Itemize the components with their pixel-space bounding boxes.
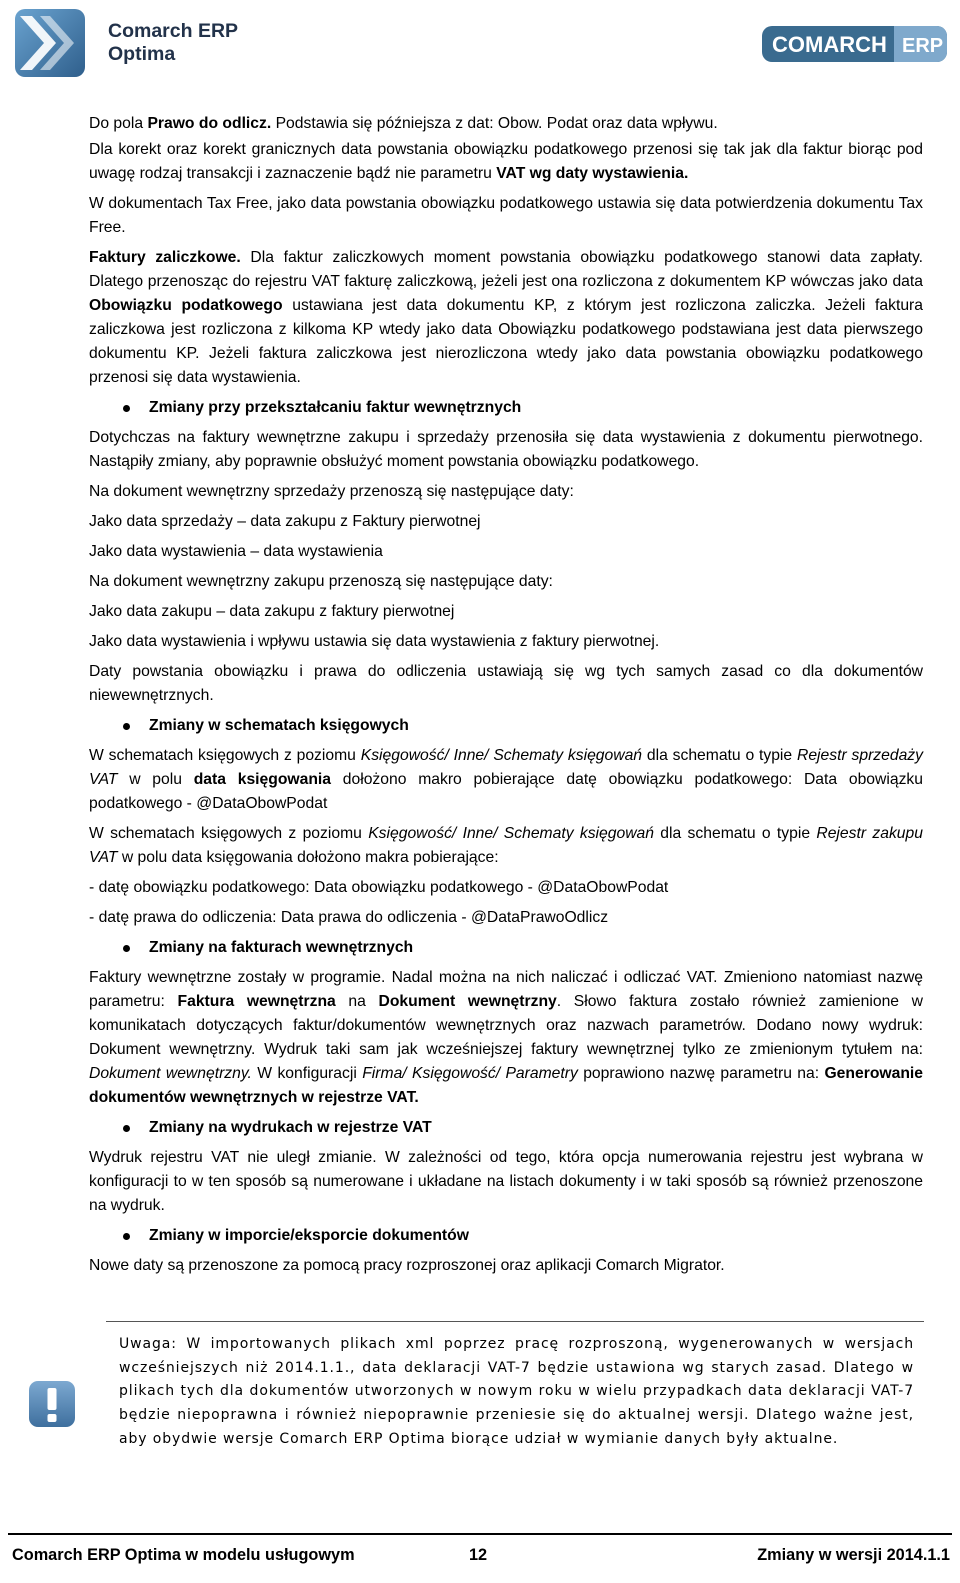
paragraph-data-sprzedazy: Jako data sprzedaży – data zakupu z Faktury pierwotnej [89, 513, 481, 530]
paragraph-schemat-zakupu: W schematach księgowych z poziomu Księgowość/ Inne/ Schematy księgowań dla schematu o typie Rejestr zakupu VAT w polu data księgowania dołożono makra pobierające: [89, 825, 923, 866]
bullet-icon [123, 945, 130, 952]
section-heading-faktury-wewnetrzne: Zmiany na fakturach wewnętrznych [89, 936, 923, 960]
paragraph-korekty: Dla korekt oraz korekt granicznych data powstania obowiązku podatkowego przenosi się tak jak dla faktur biorąc pod uwagę rodzaj transakcji i zaznaczenie bądź nie parametru VAT wg daty wystawienia. [89, 141, 923, 182]
paragraph-faktury-zaliczkowe: Faktury zaliczkowe. Dla faktur zaliczkowych moment powstania obowiązku podatkowego stanowi data zapłaty. Dlatego przenosząc do rejestru VAT fakturę zaliczkową, jeżeli jest ona rozliczona z dokumentem KP wówczas jako data Obowiązku podatkowego ustawiana jest data dokumentu KP, z którym jest rozliczona zaliczka. Jeżeli faktura zaliczkowa jest rozliczona z kilkoma KP wtedy jako data Obowiązku podatkowego podstawiana jest data pierwszego dokumentu KP. Jeżeli faktura zaliczkowa jest nierozliczona wtedy jako data powstania obowiązku podatkowego przenosi się data wystawienia. [89, 249, 923, 386]
paragraph-data-wystawienia-wplywu: Jako data wystawienia i wpływu ustawia się data wystawienia z faktury pierwotnej. [89, 633, 660, 650]
section-heading-schematy: Zmiany w schematach księgowych [89, 714, 923, 738]
brand-line-2: Optima [108, 43, 176, 65]
footer-title: Comarch ERP Optima w modelu usługowym [12, 1546, 355, 1564]
logo-right-tag: ERP [902, 35, 944, 57]
paragraph-tax-free: W dokumentach Tax Free, jako data powstania obowiązku podatkowego ustawia się data potwierdzenia dokumentu Tax Free. [89, 195, 923, 236]
comarch-optima-logo-icon [14, 8, 86, 78]
paragraph-dok-wewn-zakupu: Na dokument wewnętrzny zakupu przenoszą się następujące daty: [89, 573, 553, 590]
footer-divider [8, 1533, 952, 1535]
bullet-icon [123, 723, 130, 730]
paragraph-dotychczas: Dotychczas na faktury wewnętrzne zakupu i sprzedaży przenosiła się data wystawienia z dokumentu pierwotnego. Nastąpiły zmiany, aby poprawnie obsłużyć moment powstania obowiązku podatkowego. [89, 429, 923, 470]
section-heading-przeksztalcanie: Zmiany przy przekształcaniu faktur wewnętrznych [89, 396, 923, 420]
section-heading-wydruki: Zmiany na wydrukach w rejestrze VAT [89, 1116, 923, 1140]
logo-right-word: COMARCH [772, 32, 887, 57]
exclamation-icon [28, 1380, 76, 1428]
bullet-icon [123, 1125, 130, 1132]
comarch-erp-logo [762, 24, 947, 64]
paragraph-data-zakupu: Jako data zakupu – data zakupu z faktury pierwotnej [89, 603, 455, 620]
paragraph-wydruk-rejestru: Wydruk rejestru VAT nie uległ zmianie. W zależności od tego, która opcja numerowania rejestru jest wybrana w konfiguracji to w ten sposób są numerowane i układane na listach dokumenty i w taki sposób są również przenoszone na wydruk. [89, 1149, 923, 1214]
note-text: Uwaga: W importowanych plikach xml poprzez pracę rozproszoną, wygenerowanych w wersjach wcześniejszych niż 2014.1.1., data deklaracji VAT-7 będzie ustawiona wg starych zasad. Dlatego w plikach tych dla dokumentów utworzonych w nowym roku w wielu przypadkach data deklaracji VAT-7 będzie niepoprawna i również niepoprawnie przeniesie się do aktualnej wersji. Dlatego ważne jest, aby obydwie wersje Comarch ERP Optima biorące udział w wymianie danych były aktualne. [119, 1336, 914, 1447]
paragraph-faktury-wewnetrzne: Faktury wewnętrzne zostały w programie. Nadal można na nich naliczać i odliczać VAT. Zmieniono natomiast nazwę parametru: Faktura wewnętrzna na Dokument wewnętrzny. Słowo faktura zostało również zamienione w komunikatach dotyczących faktur/dokumentów wewnętrznych oraz nazwach parametrów. Dodano nowy wydruk: Dokument wewnętrzny. Wydruk taki sam jak wcześniejszej faktury wewnętrznej tylko ze zmienionym tytułem na: Dokument wewnętrzny. W konfiguracji Firma/ Księgowość/ Parametry poprawiono nazwę parametru na: Generowanie dokumentów wewnętrznych w rejestrze VAT. [89, 969, 924, 1106]
footer-version: Zmiany w wersji 2014.1.1 [757, 1546, 950, 1564]
section-heading-import-eksport: Zmiany w imporcie/eksporcie dokumentów [89, 1224, 923, 1248]
paragraph-makro-obowiazek: - datę obowiązku podatkowego: Data obowiązku podatkowego - @DataObowPodat [89, 879, 669, 896]
note-divider [106, 1321, 924, 1322]
paragraph-data-wystawienia: Jako data wystawienia – data wystawienia [89, 543, 383, 560]
paragraph-schemat-sprzedazy: W schematach księgowych z poziomu Księgowość/ Inne/ Schematy księgowań dla schematu o typie Rejestr sprzedaży VAT w polu data księgowania dołożono makro pobierające datę obowiązku podatkowego: Data obowiązku podatkowego - @DataObowPodat [89, 747, 923, 812]
paragraph-nowe-daty: Nowe daty są przenoszone za pomocą pracy rozproszonej oraz aplikacji Comarch Migrator. [89, 1257, 725, 1274]
bullet-icon [123, 1233, 130, 1240]
paragraph-daty-powstania: Daty powstania obowiązku i prawa do odliczenia ustawiają się wg tych samych zasad co dla dokumentów niewewnętrznych. [89, 663, 923, 704]
paragraph-dok-wewn-sprzedazy: Na dokument wewnętrzny sprzedaży przenoszą się następujące daty: [89, 483, 574, 500]
document-body [89, 112, 923, 1284]
brand-name [108, 20, 238, 66]
paragraph-prawo-do-odlicz: Do pola Prawo do odlicz. Podstawia się późniejsza z dat: Obow. Podat oraz data wpływu. [89, 115, 718, 132]
bullet-icon [123, 405, 130, 412]
page-number: 12 [469, 1546, 488, 1564]
brand-line-1: Comarch ERP [108, 20, 239, 42]
paragraph-makro-prawo: - datę prawa do odliczenia: Data prawa do odliczenia - @DataPrawoOdlicz [89, 909, 609, 926]
